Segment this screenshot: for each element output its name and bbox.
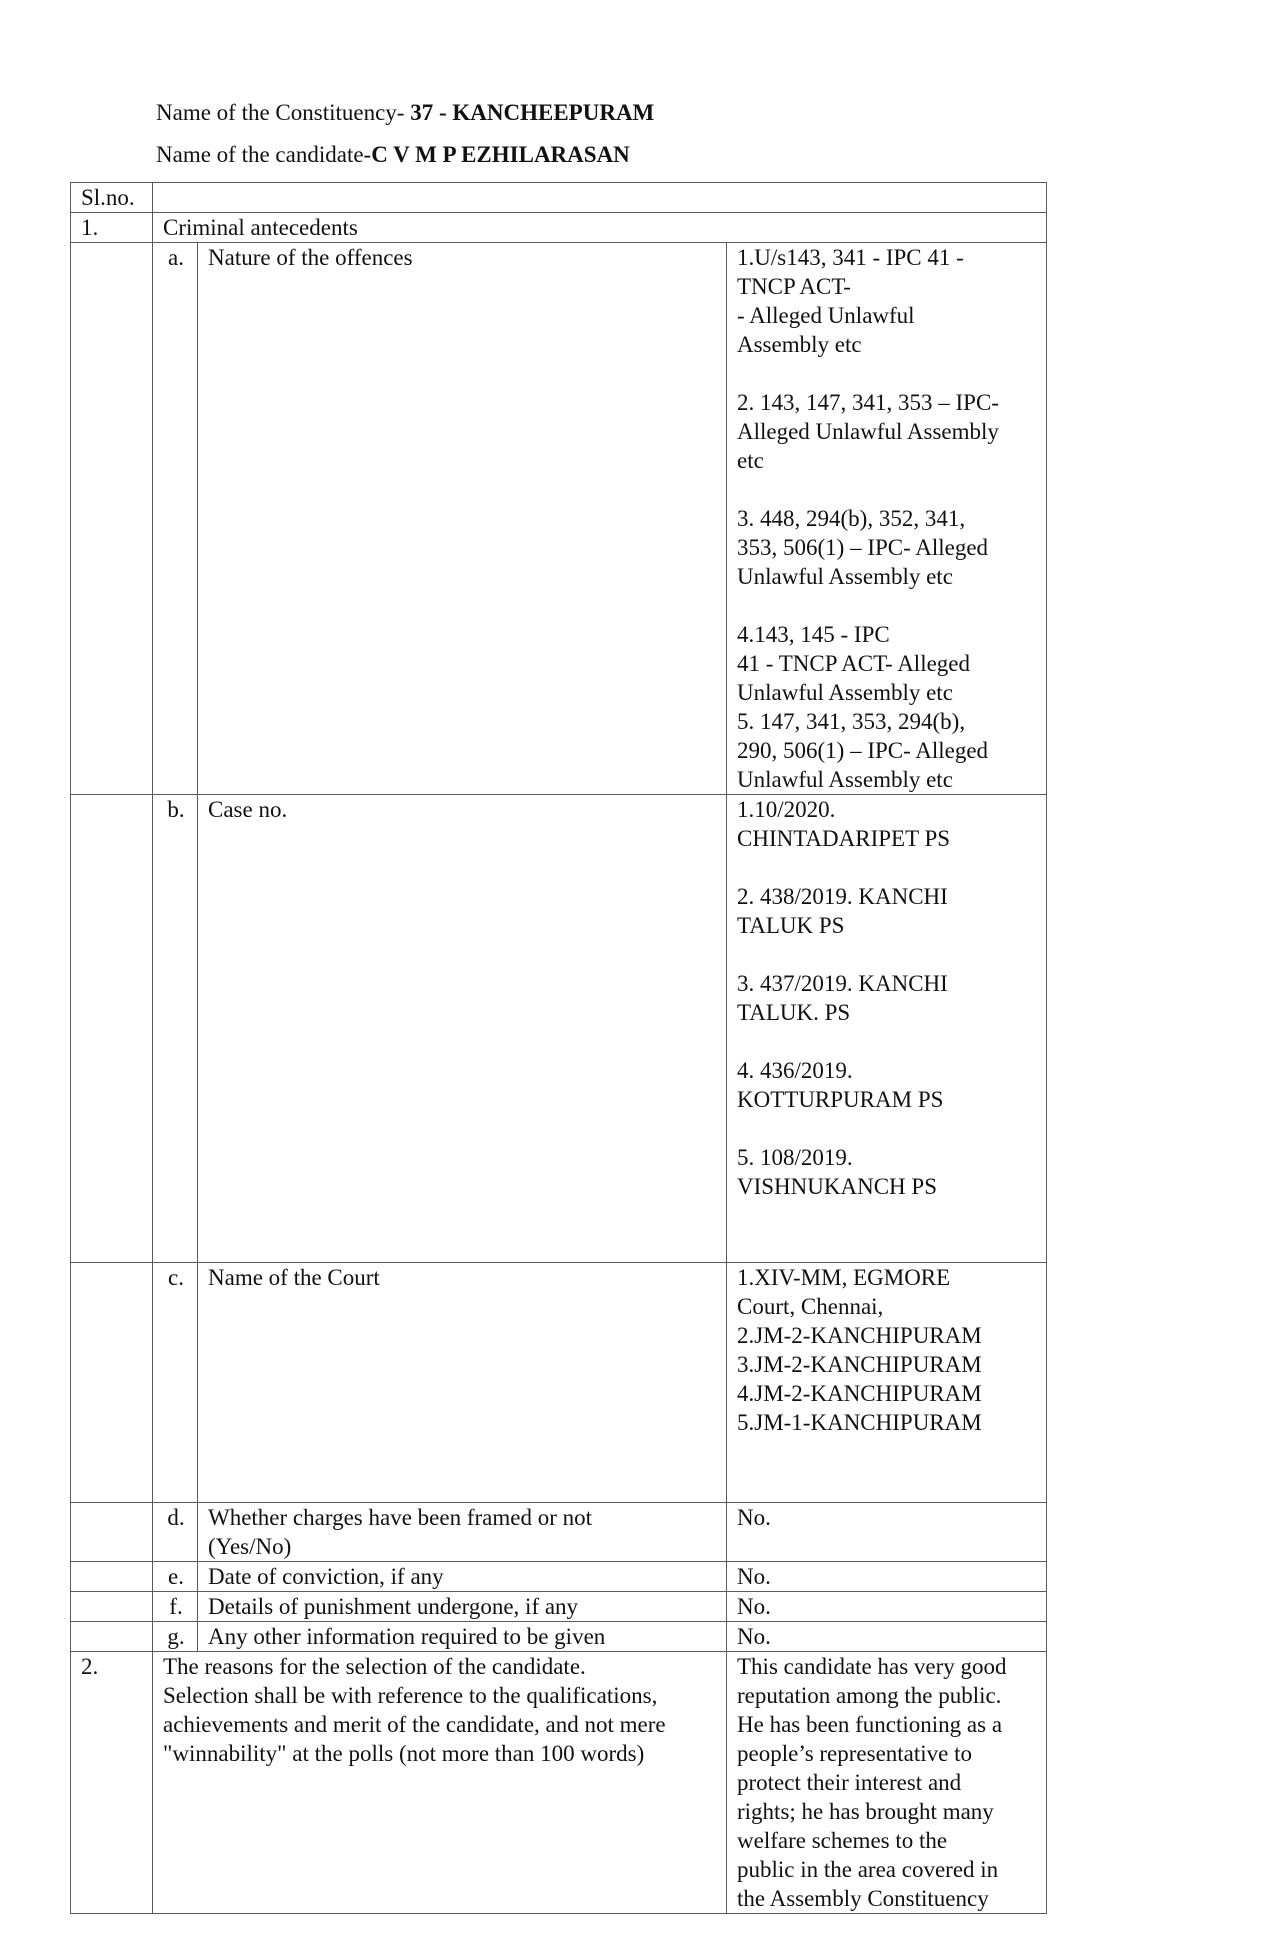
cases-cell bbox=[727, 795, 1047, 1263]
constituency-label: Name of the Constituency- bbox=[156, 100, 411, 125]
section1-row bbox=[71, 213, 1047, 243]
section2-row bbox=[71, 1652, 1047, 1914]
row-d-value: No. bbox=[727, 1503, 1047, 1562]
section2-answer: This candidate has very good reputation among the public. He has been functioning as a people’s representative to protect their interest and rights; he has brought many welfare schemes to the public in the area covered in the Assembly Constituency bbox=[727, 1652, 1047, 1914]
slno-header: Sl.no. bbox=[71, 183, 153, 213]
offences-cell bbox=[727, 243, 1047, 795]
row-d-letter: d. bbox=[153, 1503, 198, 1562]
header-empty-cell bbox=[153, 183, 1047, 213]
row-e-label: Date of conviction, if any bbox=[198, 1562, 727, 1592]
courts-cell bbox=[727, 1263, 1047, 1503]
court-item: 5.JM-1-KANCHIPURAM bbox=[737, 1410, 982, 1435]
row-b bbox=[71, 795, 1047, 1263]
candidate-line bbox=[156, 140, 630, 169]
row-d-label: Whether charges have been framed or not (Yes/No) bbox=[198, 1503, 727, 1562]
row-a bbox=[71, 243, 1047, 795]
row-e-value: No. bbox=[727, 1562, 1047, 1592]
offence-item: 1.U/s143, 341 - IPC 41 - TNCP ACT- - Alleged Unlawful Assembly etc bbox=[737, 245, 964, 357]
case-item: 4. 436/2019. KOTTURPURAM PS bbox=[737, 1058, 944, 1112]
row-a-letter: a. bbox=[153, 243, 198, 795]
table-header-row bbox=[71, 183, 1047, 213]
court-item: 3.JM-2-KANCHIPURAM bbox=[737, 1352, 982, 1377]
candidate-value: C V M P EZHILARASAN bbox=[371, 142, 630, 167]
row-c-letter: c. bbox=[153, 1263, 198, 1503]
case-item: 5. 108/2019. VISHNUKANCH PS bbox=[737, 1145, 938, 1199]
row-b-letter: b. bbox=[153, 795, 198, 1263]
case-item: 1.10/2020. CHINTADARIPET PS bbox=[737, 797, 951, 851]
constituency-line bbox=[156, 98, 654, 127]
offence-item: 4.143, 145 - IPC 41 - TNCP ACT- Alleged Unlawful Assembly etc bbox=[737, 622, 970, 705]
row-g-value: No. bbox=[727, 1622, 1047, 1652]
row-f bbox=[71, 1592, 1047, 1622]
row-b-label: Case no. bbox=[198, 795, 727, 1263]
section2-number: 2. bbox=[71, 1652, 153, 1914]
row-f-letter: f. bbox=[153, 1592, 198, 1622]
row-e bbox=[71, 1562, 1047, 1592]
row-g bbox=[71, 1622, 1047, 1652]
candidate-label: Name of the candidate- bbox=[156, 142, 372, 167]
section1-number: 1. bbox=[71, 213, 153, 243]
row-g-letter: g. bbox=[153, 1622, 198, 1652]
court-item: 2.JM-2-KANCHIPURAM bbox=[737, 1323, 982, 1348]
section1-title: Criminal antecedents bbox=[153, 213, 1047, 243]
row-a-label: Nature of the offences bbox=[198, 243, 727, 795]
case-item: 2. 438/2019. KANCHI TALUK PS bbox=[737, 884, 948, 938]
row-e-letter: e. bbox=[153, 1562, 198, 1592]
affidavit-table bbox=[70, 182, 1047, 1914]
row-c bbox=[71, 1263, 1047, 1503]
row-c-label: Name of the Court bbox=[198, 1263, 727, 1503]
row-d bbox=[71, 1503, 1047, 1562]
offence-item: 3. 448, 294(b), 352, 341, 353, 506(1) – IPC- Alleged Unlawful Assembly etc bbox=[737, 506, 989, 589]
offence-item: 2. 143, 147, 341, 353 – IPC- Alleged Unlawful Assembly etc bbox=[737, 390, 999, 473]
constituency-value: 37 - KANCHEEPURAM bbox=[410, 100, 655, 125]
row-g-label: Any other information required to be given bbox=[198, 1622, 727, 1652]
court-item: 1.XIV-MM, EGMORE Court, Chennai, bbox=[737, 1265, 951, 1319]
court-item: 4.JM-2-KANCHIPURAM bbox=[737, 1381, 982, 1406]
offence-item: 5. 147, 341, 353, 294(b), 290, 506(1) – IPC- Alleged Unlawful Assembly etc bbox=[737, 709, 989, 792]
section2-question: The reasons for the selection of the candidate. Selection shall be with reference to the qualifications, achievements and merit of the candidate, and not mere "winnability" at the polls (not more than 100 words) bbox=[153, 1652, 727, 1914]
row-f-label: Details of punishment undergone, if any bbox=[198, 1592, 727, 1622]
row-f-value: No. bbox=[727, 1592, 1047, 1622]
case-item: 3. 437/2019. KANCHI TALUK. PS bbox=[737, 971, 948, 1025]
